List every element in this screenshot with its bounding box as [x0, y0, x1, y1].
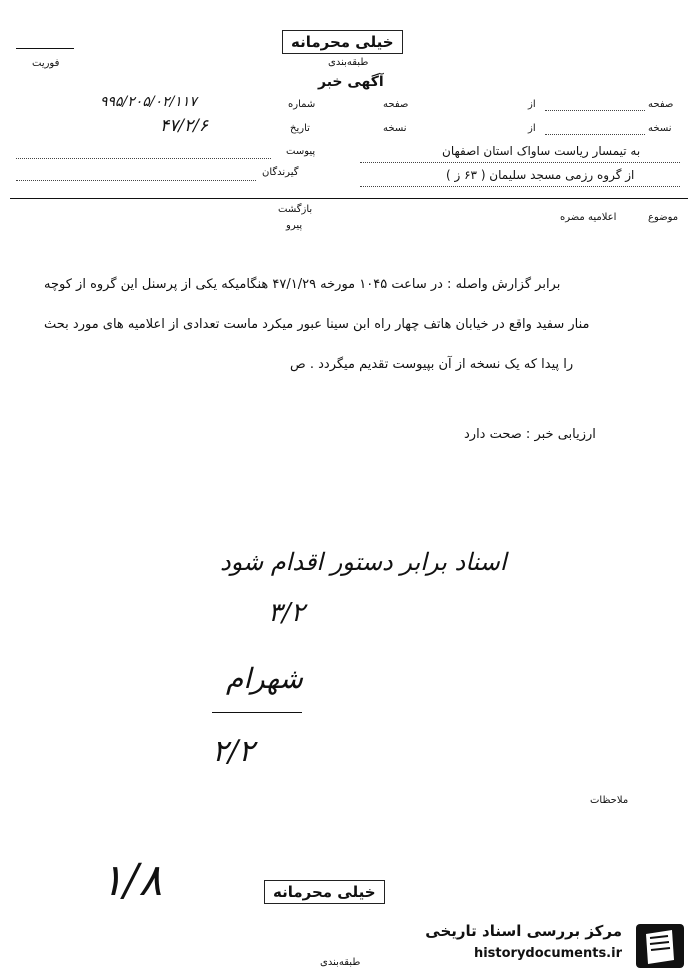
urgency-rule	[16, 48, 74, 49]
handwritten-date-2: ۲/۲	[212, 734, 255, 769]
from-dotline	[360, 186, 680, 187]
evaluation-line: ارزیابی خبر : صحت دارد	[464, 427, 596, 442]
handwritten-underline	[212, 712, 302, 713]
to-line: به تیمسار ریاست ساواک استان اصفهان	[442, 144, 641, 158]
classification-stamp-top: خیلی محرمانه	[282, 30, 403, 54]
urgency-label: فوریت	[32, 58, 60, 69]
recipients-label: گیرندگان	[262, 167, 299, 178]
page-label: صفحه	[648, 99, 674, 110]
classification-label-bottom: طبقه‌بندی	[320, 957, 361, 968]
subject-value: اعلامیه مضره	[560, 212, 617, 223]
follow-label: پیرو	[286, 220, 303, 231]
document-icon	[632, 920, 688, 972]
subject-label: موضوع	[648, 212, 679, 223]
body-line-3: را پیدا که یک نسخه از آن بپیوست تقدیم میگردد . ص	[290, 357, 574, 372]
date-value: ۴۷/۲/۶	[160, 116, 208, 136]
copy-label-2: نسخه	[383, 123, 407, 134]
header-separator	[10, 198, 688, 199]
watermark-title: مرکز بررسی اسناد تاریخی	[425, 922, 622, 940]
body-line-1: برابر گزارش واصله : در ساعت ۱۰۴۵ مورخه ۴۷/۱/۲۹ هنگامیکه یکی از پرسنل این گروه از کوچه	[44, 277, 561, 292]
handwritten-date-1: ۳/۲	[268, 598, 305, 628]
from-line: از گروه رزمی مسجد سلیمان ( ۶۳ ز )	[446, 168, 635, 182]
recipients-dotline	[16, 180, 256, 181]
watermark-logo	[420, 918, 692, 974]
attachment-label: پیوست	[286, 146, 316, 157]
to-dotline	[360, 162, 680, 163]
classification-stamp-bottom: خیلی محرمانه	[264, 880, 385, 904]
classification-label-top: طبقه‌بندی	[328, 57, 369, 68]
handwritten-initials: شهرام	[226, 662, 303, 695]
remarks-label: ملاحظات	[590, 795, 629, 806]
copy-label: نسخه	[648, 123, 672, 134]
page-of-label: از	[528, 99, 536, 110]
date-label: تاریخ	[290, 123, 310, 134]
handwritten-note: اسناد برابر دستور اقدام شود	[220, 548, 507, 576]
number-value: ۹۹۵/۲۰۵/۰۲/۱۱۷	[100, 94, 197, 110]
copy-of-label: از	[528, 123, 536, 134]
document-type-title: آگهی خبر	[318, 74, 384, 90]
body-line-2: منار سفید واقع در خیابان هاتف چهار راه ابن سینا عبور میکرد ماست تعدادی از اعلامیه های مورد بحث	[44, 317, 590, 332]
number-label: شماره	[288, 99, 316, 110]
margin-number: ۱/۸	[100, 855, 163, 906]
page-dotline	[545, 110, 645, 111]
watermark-url: historydocuments.ir	[473, 946, 622, 961]
return-label: بازگشت	[278, 204, 313, 215]
copy-dotline	[545, 134, 645, 135]
page-label-2: صفحه	[383, 99, 409, 110]
attachment-dotline	[16, 158, 271, 159]
